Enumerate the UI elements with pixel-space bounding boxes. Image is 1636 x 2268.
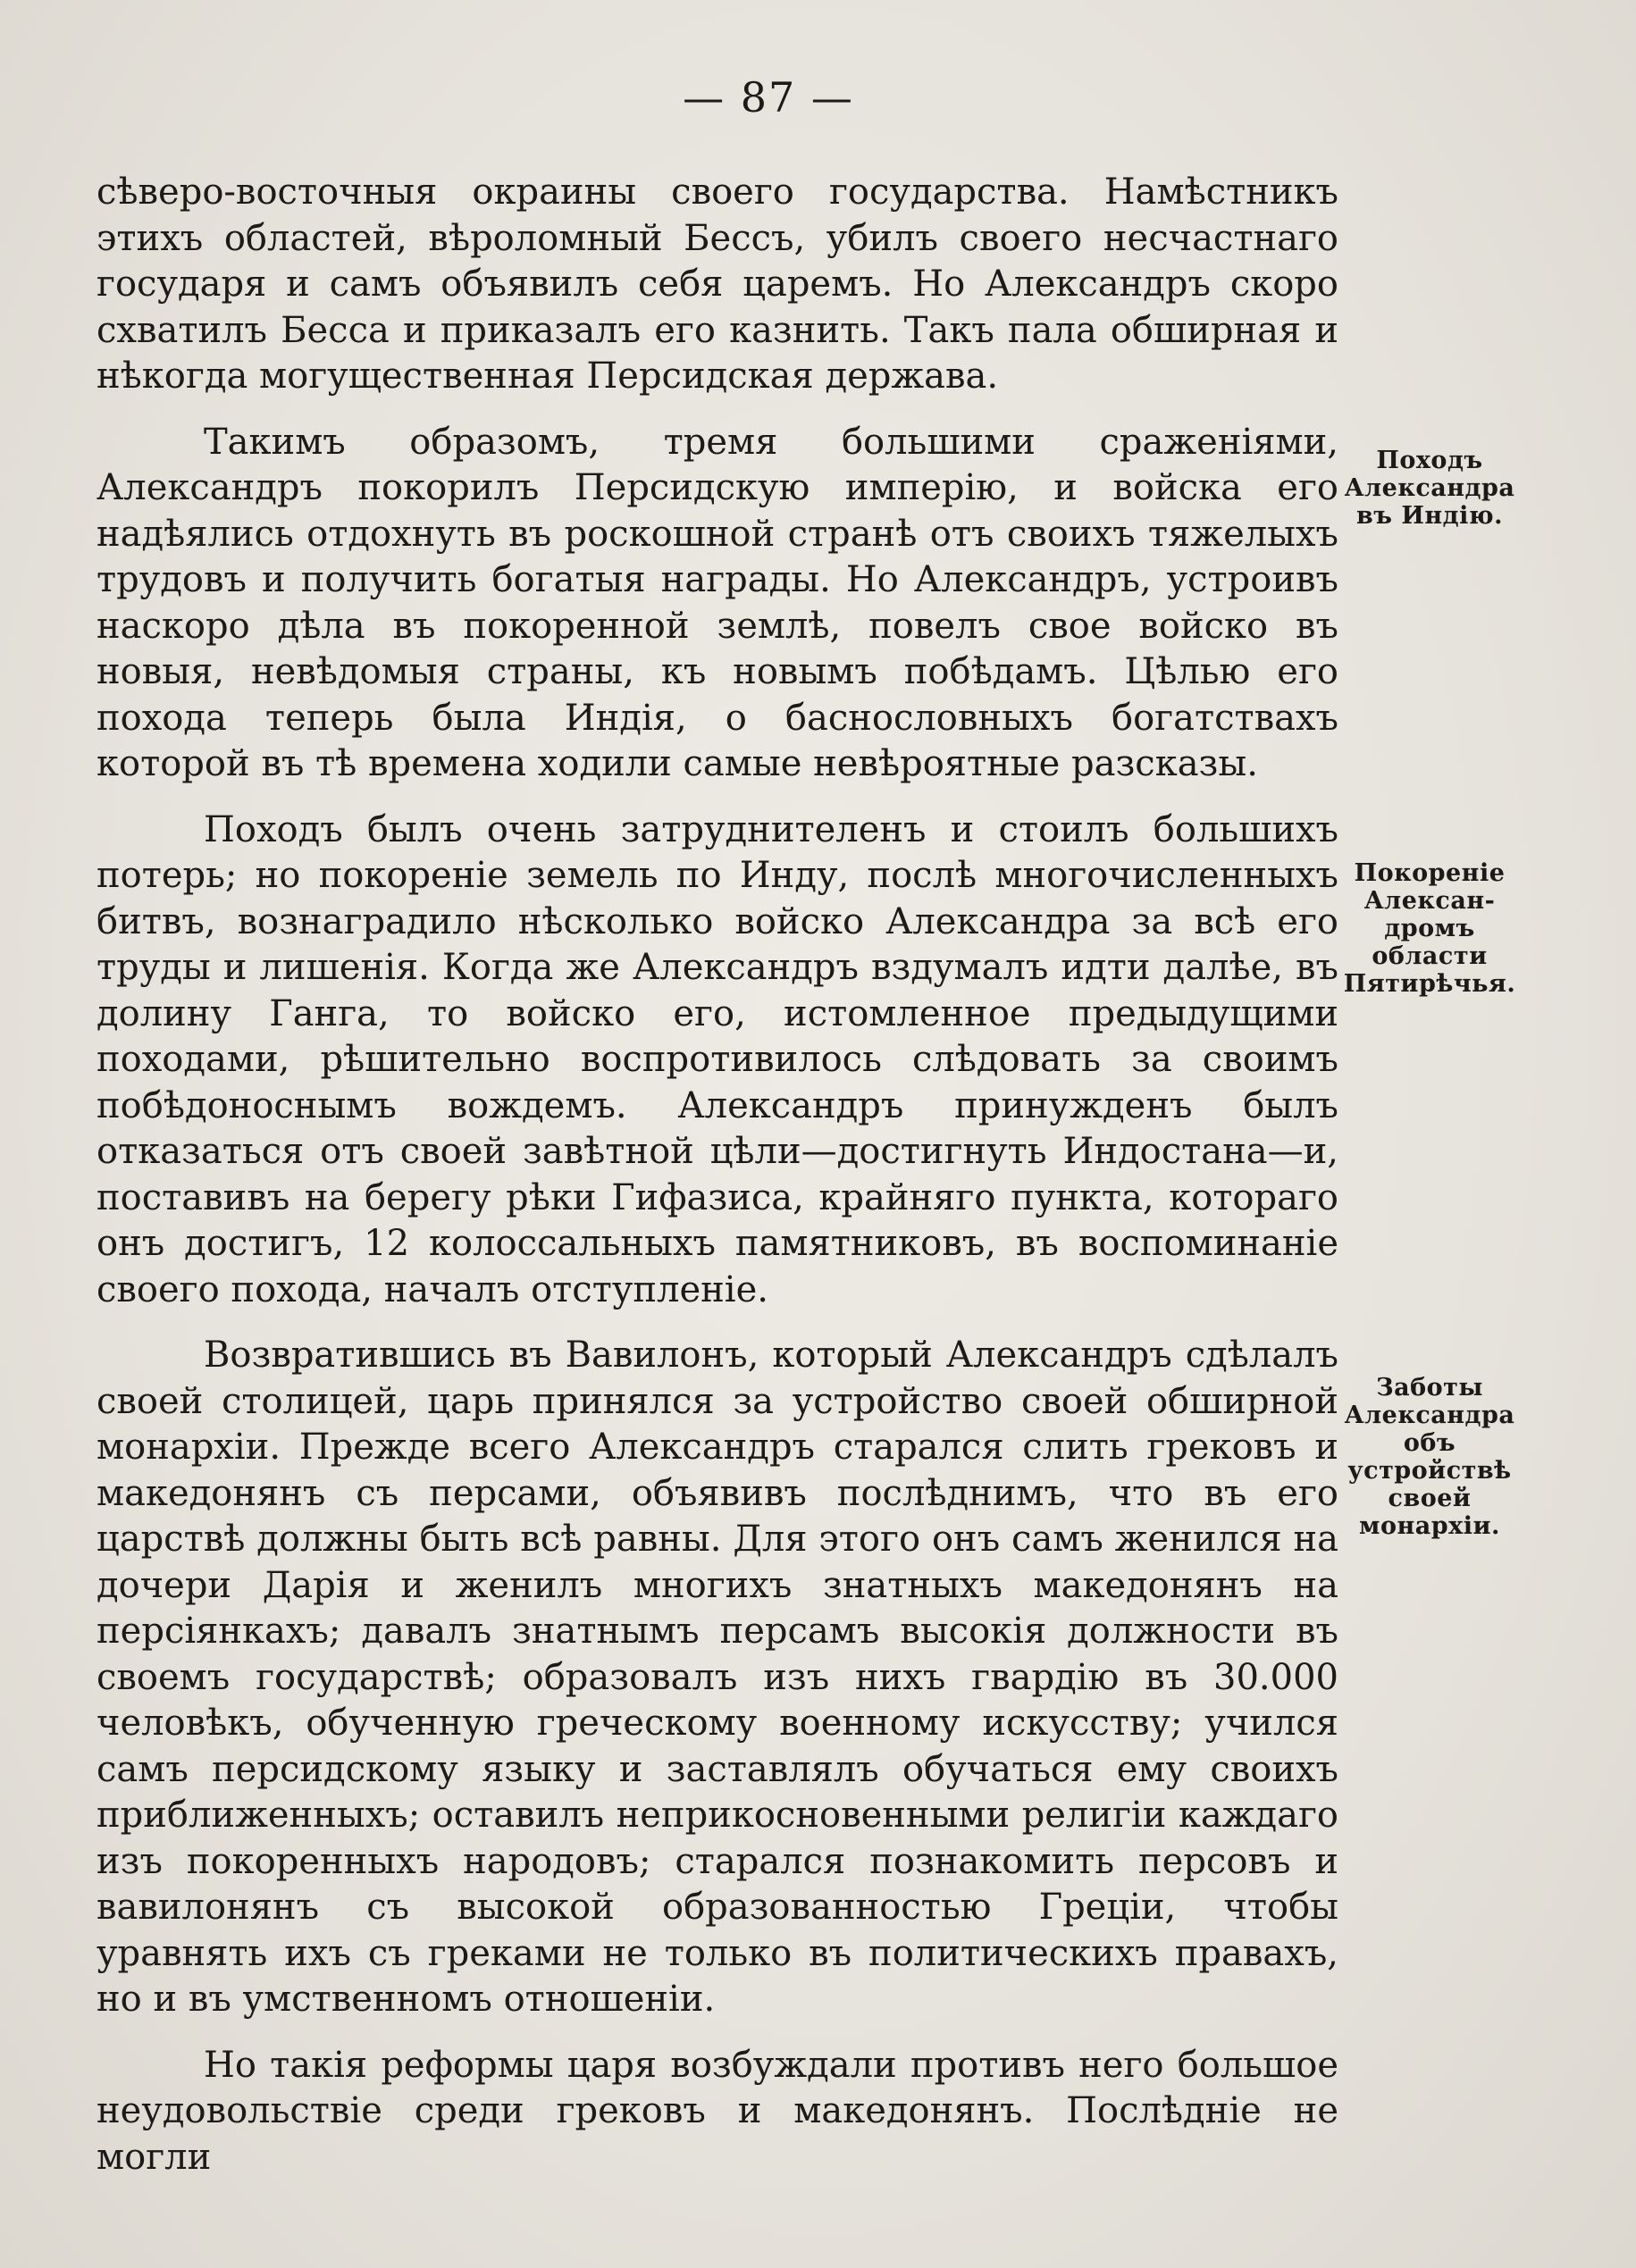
- margin-note-line: области: [1372, 942, 1488, 970]
- paragraph-3: Походъ былъ очень затруднителенъ и стоилъ большихъ потерь; но покореніе земель по Инду, послѣ многочисленныхъ битвъ, вознаградило нѣсколько войско Александра за всѣ его труды и лишенія. Когда же Александръ вздумалъ идти далѣе, въ долину Ганга, то войско его, истомленное предыдущими походами, рѣшительно воспротивилось слѣдовать за своимъ побѣдоноснымъ вождемъ. Александръ принужденъ былъ отказаться отъ своей завѣтной цѣли—достигнуть Индостана—и, поставивъ на берегу рѣки Гифазиса, крайняго пункта, котораго онъ достигъ, 12 колоссальныхъ памятниковъ, въ воспоминаніе своего похода, началъ отступленіе.: [96, 808, 1338, 1310]
- margin-note-line: Алексан-: [1363, 887, 1496, 915]
- margin-note-line: Покореніе: [1354, 859, 1506, 887]
- margin-note-line: своей: [1388, 1485, 1472, 1512]
- margin-note-line: монархіи.: [1359, 1512, 1500, 1540]
- margin-note-punjab: [1340, 859, 1519, 998]
- main-text: [96, 170, 1338, 2180]
- paragraph-2: Такимъ образомъ, тремя большими сраженіями, Александръ покорилъ Персидскую имперію, и войска его надѣялись отдохнуть въ роскошной странѣ отъ своихъ тяжелыхъ трудовъ и получить богатыя награды. Но Александръ, устроивъ наскоро дѣла въ покоренной землѣ, повелъ свое войско въ новыя, невѣдомыя страны, къ новымъ побѣдамъ. Цѣлью его похода теперь была Индія, о баснословныхъ богатствахъ которой въ тѣ времена ходили самые невѣроятные разсказы.: [96, 421, 1338, 784]
- margin-note-india: [1340, 447, 1519, 530]
- paragraph-1: сѣверо-восточныя окраины своего государства. Намѣстникъ этихъ областей, вѣроломный Бессъ, убилъ своего несчастнаго государя и самъ объявилъ себя царемъ. Но Александръ скоро схватилъ Бесса и приказалъ его казнить. Такъ пала обширная и нѣкогда могущественная Персидская держава.: [96, 172, 1338, 397]
- margin-note-line: Пятирѣчья.: [1343, 970, 1516, 998]
- margin-note-line: объ: [1403, 1429, 1456, 1457]
- margin-note-line: устройствѣ: [1347, 1457, 1512, 1485]
- margin-note-line: Походъ: [1376, 447, 1483, 474]
- margin-note-line: Александра: [1344, 1402, 1515, 1429]
- margin-note-line: дромъ: [1384, 915, 1475, 942]
- margin-note-monarchy: [1340, 1374, 1519, 1540]
- page-number: — 87 —: [683, 73, 854, 121]
- margin-note-line: Александра: [1344, 474, 1515, 502]
- margin-note-line: въ Индію.: [1356, 502, 1503, 530]
- paragraph-4: Возвратившись въ Вавилонъ, который Александръ сдѣлалъ своей столицей, царь принялся за устройство своей обширной монархіи. Прежде всего Александръ старался слить грековъ и македонянъ съ персами, объявивъ послѣднимъ, что въ его царствѣ должны быть всѣ равны. Для этого онъ самъ женился на дочери Дарія и женилъ многихъ знатныхъ македонянъ на персіянкахъ; давалъ знатнымъ персамъ высокія должности въ своемъ государствѣ; образовалъ изъ нихъ гвардію въ 30.000 человѣкъ, обученную греческому военному искусству; учился самъ персидскому языку и заставлялъ обучаться ему своихъ приближенныхъ; оставилъ неприкосновенными религіи каждаго изъ покоренныхъ народовъ; старался познакомить персовъ и вавилонянъ съ высокой образованностью Греціи, чтобы уравнять ихъ съ греками не только въ политическихъ правахъ, но и въ умственномъ отношеніи.: [96, 1335, 1338, 2020]
- paragraph-5: Но такія реформы царя возбуждали противъ него большое неудовольствіе среди грековъ и македонянъ. Послѣдніе не могли: [96, 2044, 1338, 2178]
- margin-note-line: Заботы: [1376, 1374, 1483, 1402]
